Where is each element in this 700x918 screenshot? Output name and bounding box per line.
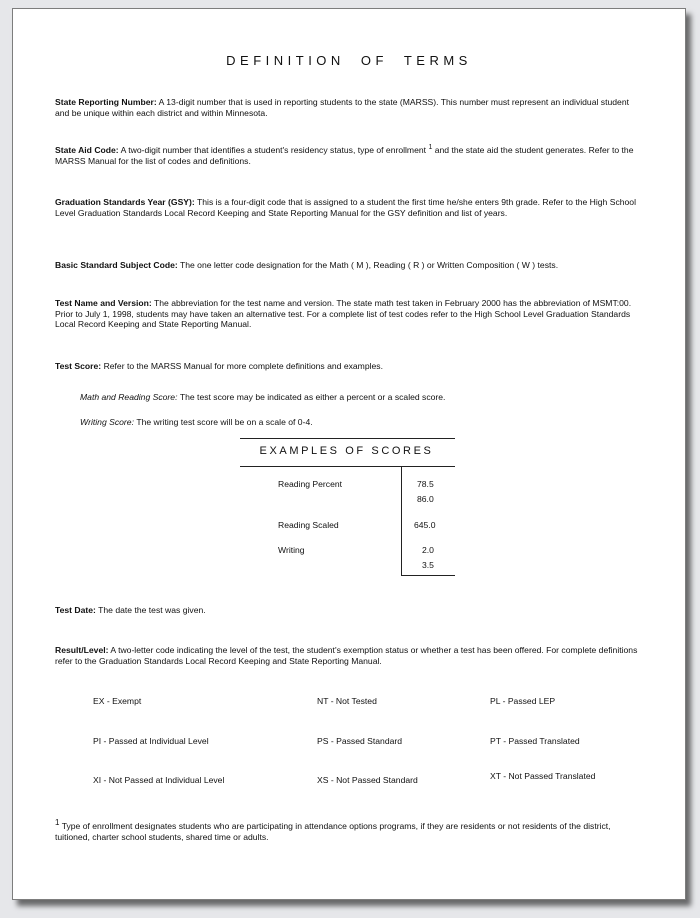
result-code-item: PT - Passed Translated [490,736,580,746]
result-code-item: PI - Passed at Individual Level [93,736,209,746]
term-label: Graduation Standards Year (GSY): [55,197,195,207]
term-definition-cont: and the state aid the student generates. Refer to the MARSS Manual for the list of codes and definitions. [55,145,634,166]
result-code-item: PS - Passed Standard [317,736,403,746]
footnote [55,818,645,843]
footnote-reference: 1 [428,144,433,151]
term-definition: Refer to the MARSS Manual for more complete definitions and examples. [103,361,383,371]
table-header-rule [240,466,455,467]
term-test-name-and-version [55,298,645,330]
page-title: DEFINITION OF TERMS [226,53,472,68]
score-note-label: Writing Score: [80,417,134,427]
result-code-item: EX - Exempt [93,696,142,706]
term-label: Test Date: [55,605,96,615]
table-top-rule [240,438,455,439]
term-graduation-standards-year [55,197,645,218]
result-code-item: XI - Not Passed at Individual Level [93,775,225,785]
term-state-aid-code [55,145,645,166]
term-definition: A two-digit number that identifies a student's residency status, type of enrollment [120,145,427,155]
term-label: Test Name and Version: [55,298,152,308]
table-row-value: 86.0 [417,494,434,504]
result-code-item: XS - Not Passed Standard [317,775,418,785]
term-definition: A 13-digit number that is used in reporting students to the state (MARSS). This number must represent an individual student and be unique within each district and within Minnesota. [55,97,629,118]
table-row-value: 2.0 [422,545,434,555]
term-definition: This is a four-digit code that is assigned to a student the first time he/she enters 9th grade. Refer to the High School Level Graduation Standards Local Record Keeping and State Reporting Manual for the GSY definition and list of years. [55,197,636,218]
math-reading-score-note [80,392,445,402]
term-state-reporting-number [55,97,645,118]
score-note-label: Math and Reading Score: [80,392,178,402]
result-code-item: XT - Not Passed Translated [490,771,596,781]
term-result-level [55,645,645,666]
footnote-mark: 1 [55,818,60,827]
term-label: Result/Level: [55,645,109,655]
table-row-label: Reading Percent [278,479,343,489]
table-bottom-rule [401,575,455,576]
table-row-value: 3.5 [422,560,434,570]
table-row-value: 78.5 [417,479,434,489]
table-row-label: Reading Scaled [278,520,339,530]
term-test-date [55,605,645,616]
score-note-text: The writing test score will be on a scale of 0-4. [136,417,313,427]
score-note-text: The test score may be indicated as either a percent or a scaled score. [179,392,446,402]
term-definition: The date the test was given. [98,605,206,615]
writing-score-note [80,417,313,427]
footnote-text: Type of enrollment designates students who are participating in attendance options programs, if they are residents or not residents of the district, tuitioned, charter school students, shared time or adults. [55,821,611,842]
term-label: State Reporting Number: [55,97,157,107]
document-page [12,8,686,900]
term-definition: The abbreviation for the test name and version. The state math test taken in February 2000 has the abbreviation of MSMT:00. Prior to July 1, 1998, students may have taken an alternative test. For a complete list of test codes refer to the High School Level Graduation Standards Local Record Keeping and State Reporting Manual. [55,298,632,330]
table-row-label: Writing [278,545,305,555]
result-code-item: PL - Passed LEP [490,696,556,706]
examples-table-title: EXAMPLES OF SCORES [259,445,434,457]
term-test-score [55,361,645,372]
result-code-item: NT - Not Tested [317,696,377,706]
term-label: Basic Standard Subject Code: [55,260,178,270]
term-basic-standard-subject-code [55,260,645,271]
table-column-divider [401,466,402,576]
term-label: Test Score: [55,361,102,371]
term-label: State Aid Code: [55,145,119,155]
term-definition: A two-letter code indicating the level of the test, the student's exemption status or whether a test has been offered. For complete definitions refer to the Graduation Standards Local Record Keeping and State Reporting Manual. [55,645,638,666]
term-definition: The one letter code designation for the Math ( M ), Reading ( R ) or Written Composition ( W ) tests. [179,260,559,270]
table-row-value: 645.0 [414,520,436,530]
